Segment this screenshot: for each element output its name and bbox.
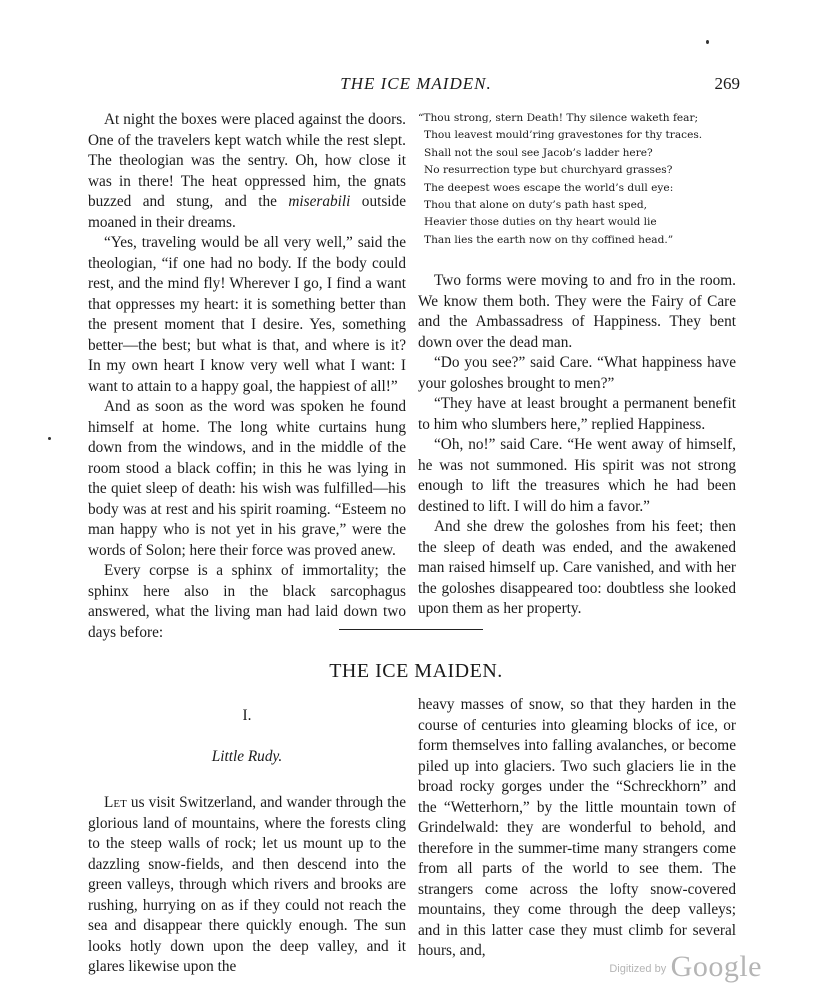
paragraph: And she drew the goloshes from his feet; then the sleep of death was ended, and the awakened man raised himself up. Care vanished, and with her the goloshes disappeared too: doubtless she looked upon them as her property. bbox=[418, 518, 736, 618]
opening-paragraph bbox=[88, 793, 406, 978]
story-title: THE ICE MAIDEN. bbox=[329, 660, 503, 682]
running-title: THE ICE MAIDEN. bbox=[340, 74, 492, 93]
epitaph-poem bbox=[418, 110, 736, 249]
poem-line: Than lies the earth now on thy coffined head.” bbox=[424, 233, 674, 246]
opening-text: us visit Switzerland, and wander through the glorious land of mountains, where the forests cling to the steep walls of rock; let us mount up to the dazzling snow-fields, and then descend into the green valleys, through which rivers and brooks are rushing, hurrying on as if they could not reach the sea and disappear there quickly enough. The sun looks hotly down upon the deep valley, and it glares likewise upon the bbox=[88, 794, 406, 975]
paragraph: “Do you see?” said Care. “What happiness have your goloshes brought to men?” bbox=[418, 354, 736, 392]
top-right-column bbox=[418, 110, 736, 620]
paragraph: Two forms were moving to and fro in the room. We know them both. They were the Fairy of Care and the Ambassadress of Happiness. They bent down over the dead man. bbox=[418, 272, 736, 351]
bottom-right-column bbox=[418, 695, 736, 962]
page-number: 269 bbox=[714, 74, 740, 93]
paragraph: Every corpse is a sphinx of immortality; the sphinx here also in the black sarcophagus answered, what the living man had laid down two days before: bbox=[88, 562, 406, 641]
google-watermark bbox=[609, 950, 762, 984]
top-left-column bbox=[88, 110, 406, 643]
poem-line: The deepest woes escape the world’s dull eye: bbox=[424, 181, 674, 194]
paragraph: “Oh, no!” said Care. “He went away of himself, he was not summoned. His spirit was not strong enough to lift the treasures which he had been destined to lift. I will do him a favor.” bbox=[418, 436, 736, 515]
paragraph: “They have at least brought a permanent benefit to him who slumbers here,” replied Happiness. bbox=[418, 395, 736, 433]
poem-line: Thou leavest mould’ring gravestones for thy traces. bbox=[424, 129, 703, 142]
watermark-prefix: Digitized by bbox=[609, 963, 667, 975]
poem-line: No resurrection type but churchyard grasses? bbox=[424, 164, 673, 177]
poem-line: “Thou strong, stern Death! Thy silence waketh fear; bbox=[418, 112, 699, 124]
poem-line: Thou that alone on duty’s path hast sped, bbox=[424, 199, 647, 212]
paragraph: And as soon as the word was spoken he found himself at home. The long white curtains hung down from the windows, and in the middle of the room stood a black coffin; in this he was lying in the quiet sleep of death: his wish was fulfilled—his body was at rest and his spirit roaming. “Esteem no man happy who is not yet in his grave,” were the words of Solon; here their force was proved anew. bbox=[88, 398, 406, 559]
paragraph: “Yes, traveling would be all very well,” said the theologian, “if one had no body. If the body could rest, and the mind fly! Wherever I go, I find a want that oppresses my heart: it is something better than the present moment that I desire. Yes, something better—the best; but what is that, and where is it? In my own heart I know very well what I want: I want to attain to a happy goal, the happiest of all!” bbox=[88, 234, 406, 395]
poem-line: Heavier those duties on thy heart would lie bbox=[424, 216, 657, 229]
bottom-left-column bbox=[88, 698, 406, 978]
chapter-title: Little Rudy. bbox=[211, 747, 283, 765]
scan-speck bbox=[48, 437, 51, 440]
section-divider bbox=[339, 629, 483, 630]
paragraph: heavy masses of snow, so that they harden in the course of centuries into gleaming blocks of ice, or form themselves into falling avalanches, or become piled up into glaciers. Two such glaciers lie in the broad rocky gorges under the “Schreckhorn” and the “Wetterhorn,” by the little mountain town of Grindelwald: they are wonderful to behold, and therefore in the summer-time many strangers come from all parts of the world to see them. The strangers come across the lofty snow-covered mountains, they come through the deep valleys; and in this latter case they must climb for several hours, and, bbox=[418, 696, 736, 959]
poem-line: Shall not the soul see Jacob’s ladder here? bbox=[424, 146, 653, 159]
chapter-number: I. bbox=[242, 707, 252, 724]
scan-speck bbox=[706, 40, 709, 44]
watermark-brand: Google bbox=[670, 950, 762, 983]
paragraph: At night the boxes were placed against the doors. One of the travelers kept watch while the rest slept. The theologian was the sentry. Oh, how close it was in there! The heat oppressed him, the gnats buzzed and stung, and the miserabili outside moaned in their dreams. bbox=[88, 111, 406, 231]
running-head bbox=[0, 74, 832, 98]
opening-word: Let bbox=[104, 794, 127, 811]
